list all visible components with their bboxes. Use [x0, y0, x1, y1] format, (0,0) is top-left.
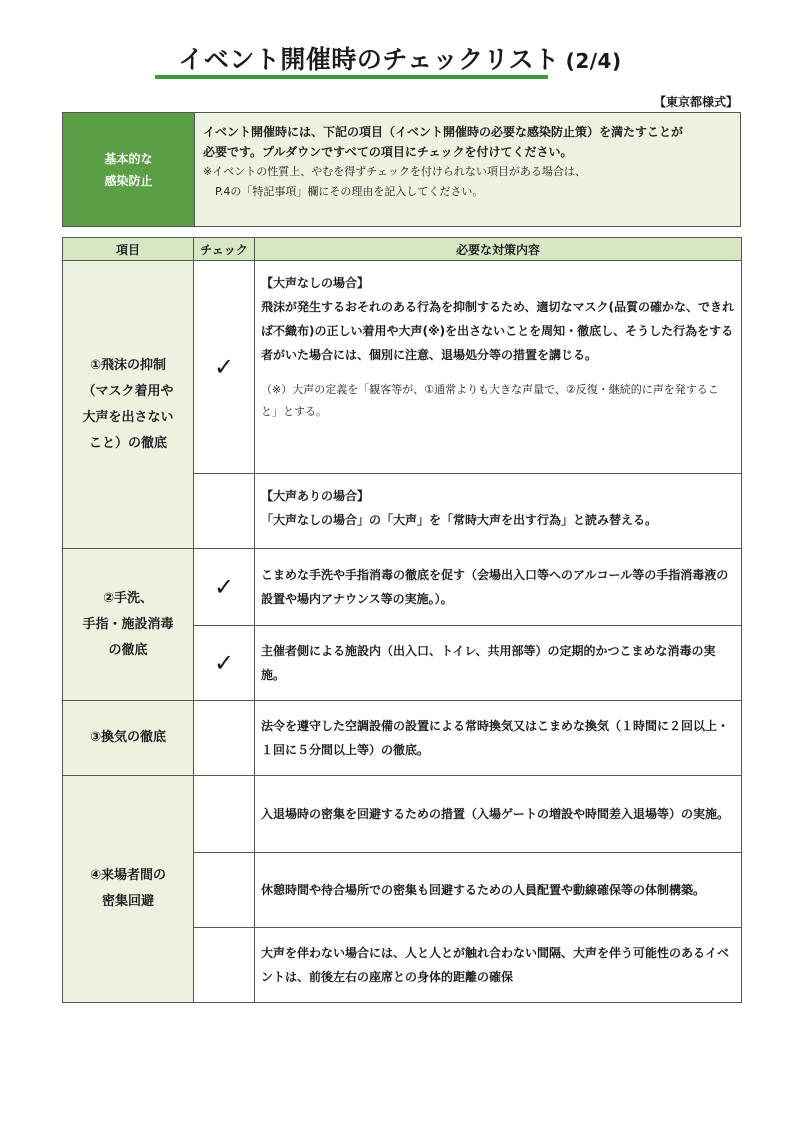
- item-label-ventilation: [63, 701, 194, 776]
- checklist-table: [62, 237, 742, 1003]
- form-style-label: 【東京都様式】: [653, 95, 738, 109]
- intro-line2: 必要です。プルダウンですべての項目にチェックを付けてください。: [203, 145, 573, 159]
- intro-body: [195, 113, 740, 226]
- check-cell[interactable]: [194, 474, 255, 549]
- page-title: [0, 40, 800, 76]
- measure-cell: [255, 701, 742, 776]
- measure-text: 大声を伴わない場合には、人と人とが触れ合わない間隔、大声を伴う可能性のあるイベントは、前後左右の座席との身体的距離の確保: [261, 946, 730, 984]
- measure-cell: [255, 261, 742, 474]
- page-indicator: (2/4): [565, 49, 622, 73]
- check-cell[interactable]: [194, 701, 255, 776]
- check-cell[interactable]: ✓: [194, 626, 255, 701]
- measure-text: こまめな手洗や手指消毒の徹底を促す（会場出入口等へのアルコール等の手指消毒液の設置や場内アナウンス等の実施。）。: [261, 568, 729, 606]
- check-cell[interactable]: ✓: [194, 549, 255, 626]
- measure-text: 入退場時の密集を回避するための措置（入場ゲートの増設や時間差入退場等）の実施。: [261, 807, 730, 821]
- intro-header-line2: 感染防止: [104, 173, 153, 188]
- item-label-line: ①飛沫の抑制: [89, 357, 166, 373]
- measure-heading: 【大声なしの場合】: [261, 276, 370, 290]
- item-label-line: ②手洗、: [102, 590, 153, 606]
- measure-text: 主催者側による施設内（出入口、トイレ、共用部等）の定期的かつこまめな消毒の実施。: [261, 644, 716, 682]
- intro-note1: ※イベントの性質上、やむを得ずチェックを付けられない項目がある場合は、: [203, 165, 586, 178]
- intro-header-line1: 基本的な: [104, 151, 153, 166]
- item-label-line: こと）の徹底: [88, 435, 167, 451]
- item-label-splash: [63, 261, 194, 549]
- measure-cell: [255, 626, 742, 701]
- measure-cell: [255, 928, 742, 1003]
- header-measure: 必要な対策内容: [255, 238, 742, 261]
- item-label-handwash: [63, 549, 194, 701]
- measure-text: 「大声なしの場合」の「大声」を「常時大声を出す行為」と読み替える。: [261, 513, 658, 527]
- measure-cell: [255, 853, 742, 928]
- check-cell[interactable]: ✓: [194, 261, 255, 474]
- intro-header: [63, 113, 195, 226]
- measure-cell: [255, 776, 742, 853]
- measure-cell: [255, 474, 742, 549]
- title-underline: [155, 75, 548, 79]
- item-label-line: 密集回避: [101, 894, 154, 909]
- measure-text: 飛沫が発生するおそれのある行為を抑制するため、適切なマスク(品質の確かな、できれば不織布)の正しい着用や大声(※)を出さないことを周知・徹底し、そうした行為をする者がいた場合には、個別に注意、退場処分等の措置を講じる。: [261, 300, 735, 362]
- header-item: 項目: [63, 238, 194, 261]
- table-row: [63, 701, 742, 776]
- item-label-line: ③換気の徹底: [89, 730, 166, 745]
- item-label-line: の徹底: [108, 642, 148, 658]
- check-cell[interactable]: [194, 776, 255, 853]
- page-title-text: イベント開催時のチェックリスト: [178, 45, 560, 74]
- measure-heading: 【大声ありの場合】: [261, 489, 370, 503]
- item-label-line: 大声を出さない: [82, 409, 174, 425]
- measure-cell: [255, 549, 742, 626]
- intro-box: [62, 112, 741, 227]
- measure-text: 法令を遵守した空調設備の設置による常時換気又はこまめな換気（１時間に２回以上・１回に５分間以上等）の徹底。: [261, 719, 730, 757]
- header-check: チェック: [194, 238, 255, 261]
- check-cell[interactable]: [194, 853, 255, 928]
- table-row: [63, 549, 742, 626]
- check-cell[interactable]: [194, 928, 255, 1003]
- intro-note2: P.4の「特記事項」欄にその理由を記入してください。: [215, 185, 484, 198]
- item-label-line: ④来場者間の: [89, 868, 166, 883]
- item-label-line: 手指・施設消毒: [82, 616, 174, 632]
- item-label-line: （マスク着用や: [82, 383, 174, 399]
- table-row: [63, 261, 742, 474]
- item-label-crowding: [63, 776, 194, 1003]
- measure-note: （※）大声の定義を「観客等が、①通常よりも大きな声量で、②反復・継続的に声を発すること」とする。: [261, 383, 719, 418]
- measure-text: 休憩時間や待合場所での密集も回避するための人員配置や動線確保等の体制構築。: [261, 883, 706, 897]
- table-row: [63, 776, 742, 853]
- intro-line1: イベント開催時には、下記の項目（イベント開催時の必要な感染防止策）を満たすことが: [203, 125, 684, 139]
- table-header-row: [63, 238, 742, 261]
